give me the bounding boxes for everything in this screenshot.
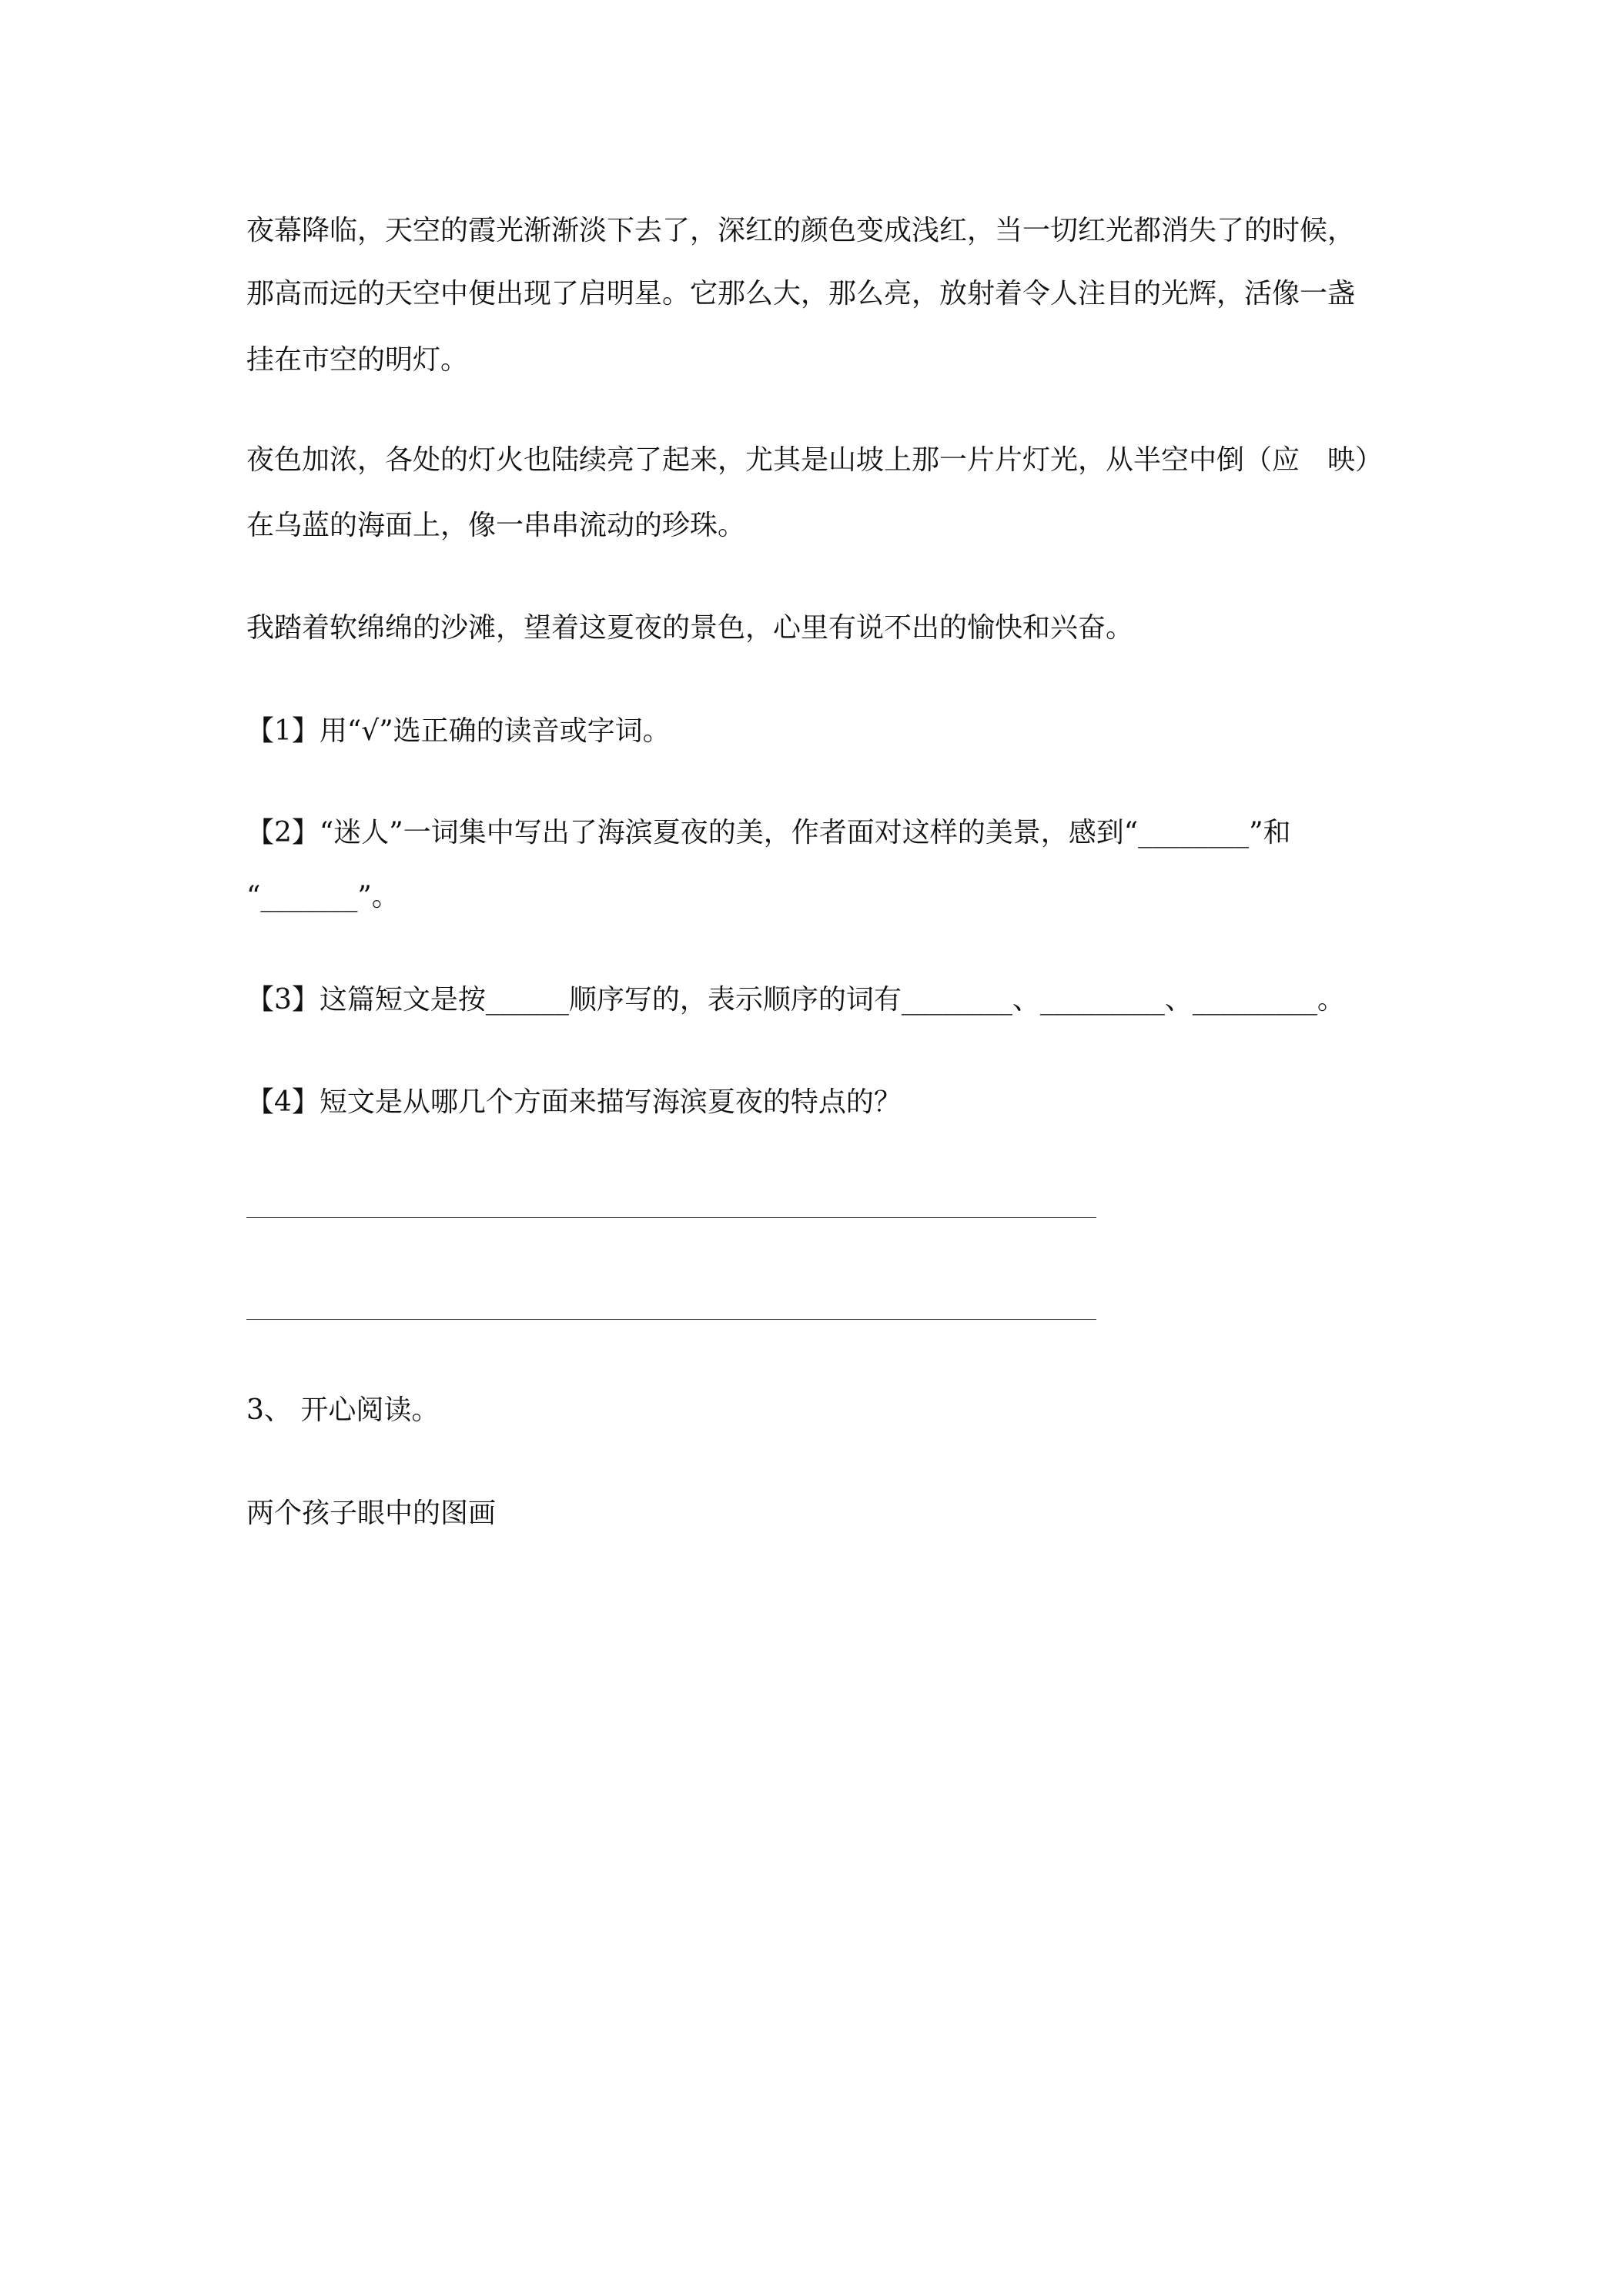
question-2-line2: “_______”。 (246, 881, 400, 912)
question-2-line1: 【2】“迷人”一词集中写出了海滨夏夜的美，作者面对这样的美景，感到“________”和 (246, 817, 1291, 848)
passage-p1-line2: 那高而远的天空中便出现了启明星。它那么大，那么亮，放射着令人注目的光辉，活像一盏 (246, 278, 1356, 310)
passage-p2-line1: 夜色加浓，各处的灯火也陆续亮了起来，尤其是山坡上那一片片灯光，从半空中倒（应 映） (246, 444, 1384, 476)
answer-line-2[interactable] (246, 1319, 1096, 1320)
question-4: 【4】短文是从哪几个方面来描写海滨夏夜的特点的？ (246, 1086, 902, 1118)
passage-p1-line1: 夜幕降临，天空的霞光渐渐淡下去了，深红的颜色变成浅红，当一切红光都消失了的时候， (246, 215, 1356, 246)
passage-p1-line3: 挂在市空的明灯。 (246, 344, 469, 376)
answer-line-1[interactable] (246, 1217, 1096, 1218)
question-1: 【1】用“√”选正确的读音或字词。 (246, 715, 671, 747)
section-3-heading: 3、 开心阅读。 (246, 1394, 440, 1426)
passage-p3-line1: 我踏着软绵绵的沙滩，望着这夏夜的景色，心里有说不出的愉快和兴奋。 (246, 612, 1134, 644)
question-3: 【3】这篇短文是按______顺序写的，表示顺序的词有________、_________、_________。 (246, 984, 1345, 1016)
section-3-title: 两个孩子眼中的图画 (246, 1498, 497, 1529)
passage-p2-line2: 在乌蓝的海面上，像一串串流动的珍珠。 (246, 510, 746, 541)
